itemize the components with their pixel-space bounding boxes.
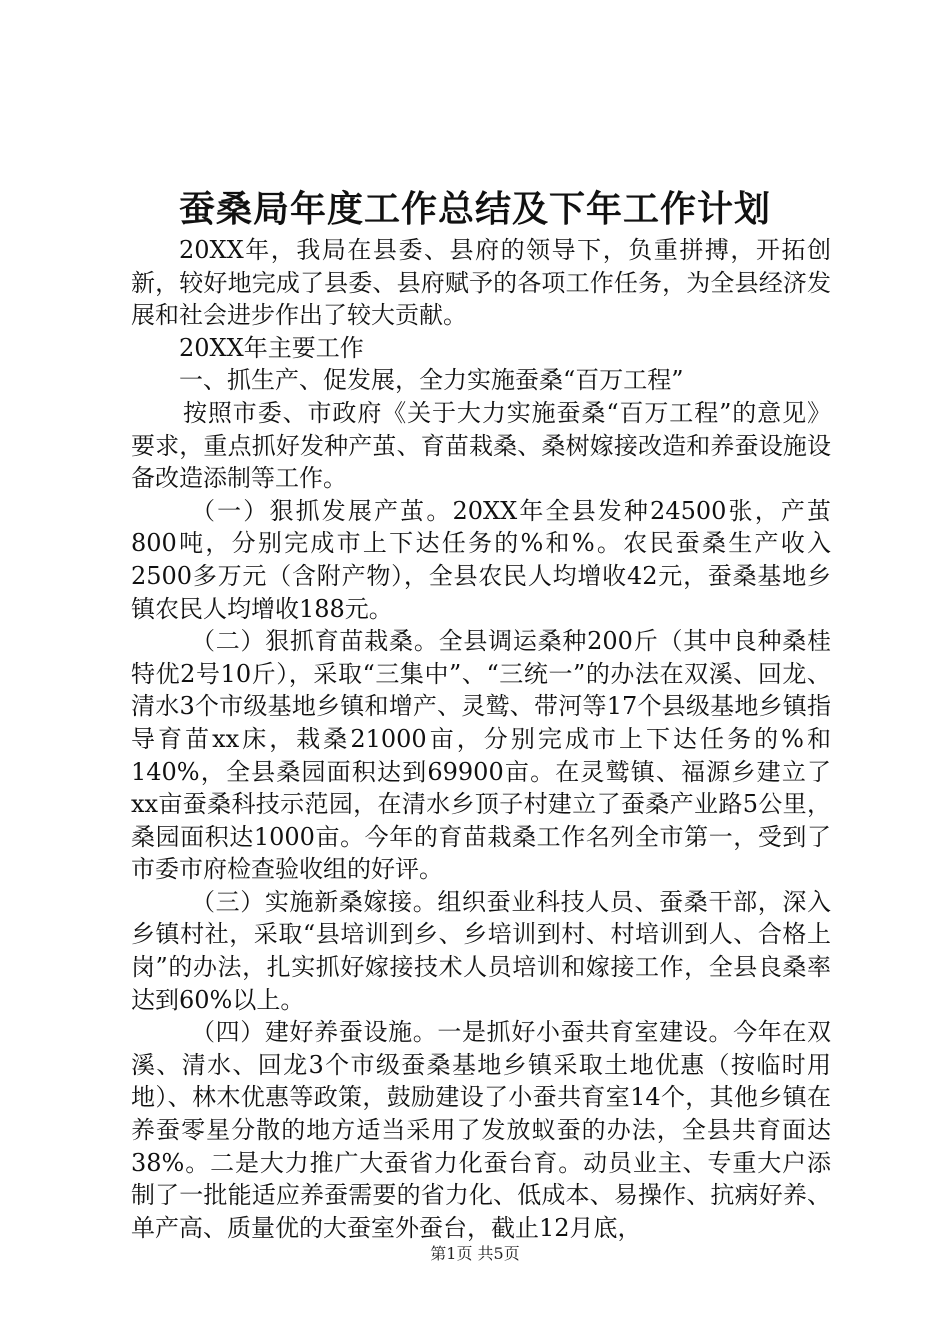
paragraph-item-2: （二）狠抓育苗栽桑。全县调运桑种200斤（其中良种桑桂特优2号10斤），采取“三集中”、“三统一”的办法在双溪、回龙、清水3个市级基地乡镇和增产、灵鹫、带河等17个县级基地乡镇指导育苗xx床，栽桑21000亩，分别完成市上下达任务的%和140%，全县桑园面积达到69900亩。在灵鹫镇、福源乡建立了xx亩蚕桑科技示范园，在清水乡顶子村建立了蚕桑产业路5公里，桑园面积达1000亩。今年的育苗栽桑工作名列全市第一，受到了市委市府检查验收组的好评。 [131,627,831,884]
paragraph-item-3: （三）实施新桑嫁接。组织蚕业科技人员、蚕桑干部，深入乡镇村社，采取“县培训到乡、乡培训到村、村培训到人、合格上岗”的办法，扎实抓好嫁接技术人员培训和嫁接工作，全县良桑率达到60%以上。 [131,887,831,1014]
document-body [131,234,831,1244]
intro-paragraph: 20XX年，我局在县委、县府的领导下，负重拼搏，开拓创新，较好地完成了县委、县府赋予的各项工作任务，为全县经济发展和社会进步作出了较大贡献。 [131,236,831,330]
paragraph-item-4: （四）建好养蚕设施。一是抓好小蚕共育室建设。今年在双溪、清水、回龙3个市级蚕桑基地乡镇采取土地优惠（按临时用地）、林木优惠等政策，鼓励建设了小蚕共育室14个，其他乡镇在养蚕零星分散的地方适当采用了发放蚁蚕的办法，全县共育面达38%。二是大力推广大蚕省力化蚕台育。动员业主、专重大户添制了一批能适应养蚕需要的省力化、低成本、易操作、抗病好养、单产高、质量优的大蚕室外蚕台，截止12月底， [131,1018,831,1242]
paragraph-requirements: 按照市委、市政府《关于大力实施蚕桑“百万工程”的意见》要求，重点抓好发种产茧、育苗栽桑、桑树嫁接改造和养蚕设施设备改造添制等工作。 [131,398,831,493]
paragraph-item-1: （一）狠抓发展产茧。20XX年全县发种24500张，产茧800吨，分别完成市上下达任务的%和%。农民蚕桑生产收入2500多万元（含附产物），全县农民人均增收42元，蚕桑基地乡镇农民人均增收188元。 [131,496,831,623]
section-heading-main-work: 20XX年主要工作 [179,333,364,362]
section-heading-one: 一、抓生产、促发展，全力实施蚕桑“百万工程” [179,366,684,395]
document-title: 蚕桑局年度工作总结及下年工作计划 [178,188,771,230]
page-footer: 第1页 共5页 [430,1244,520,1263]
